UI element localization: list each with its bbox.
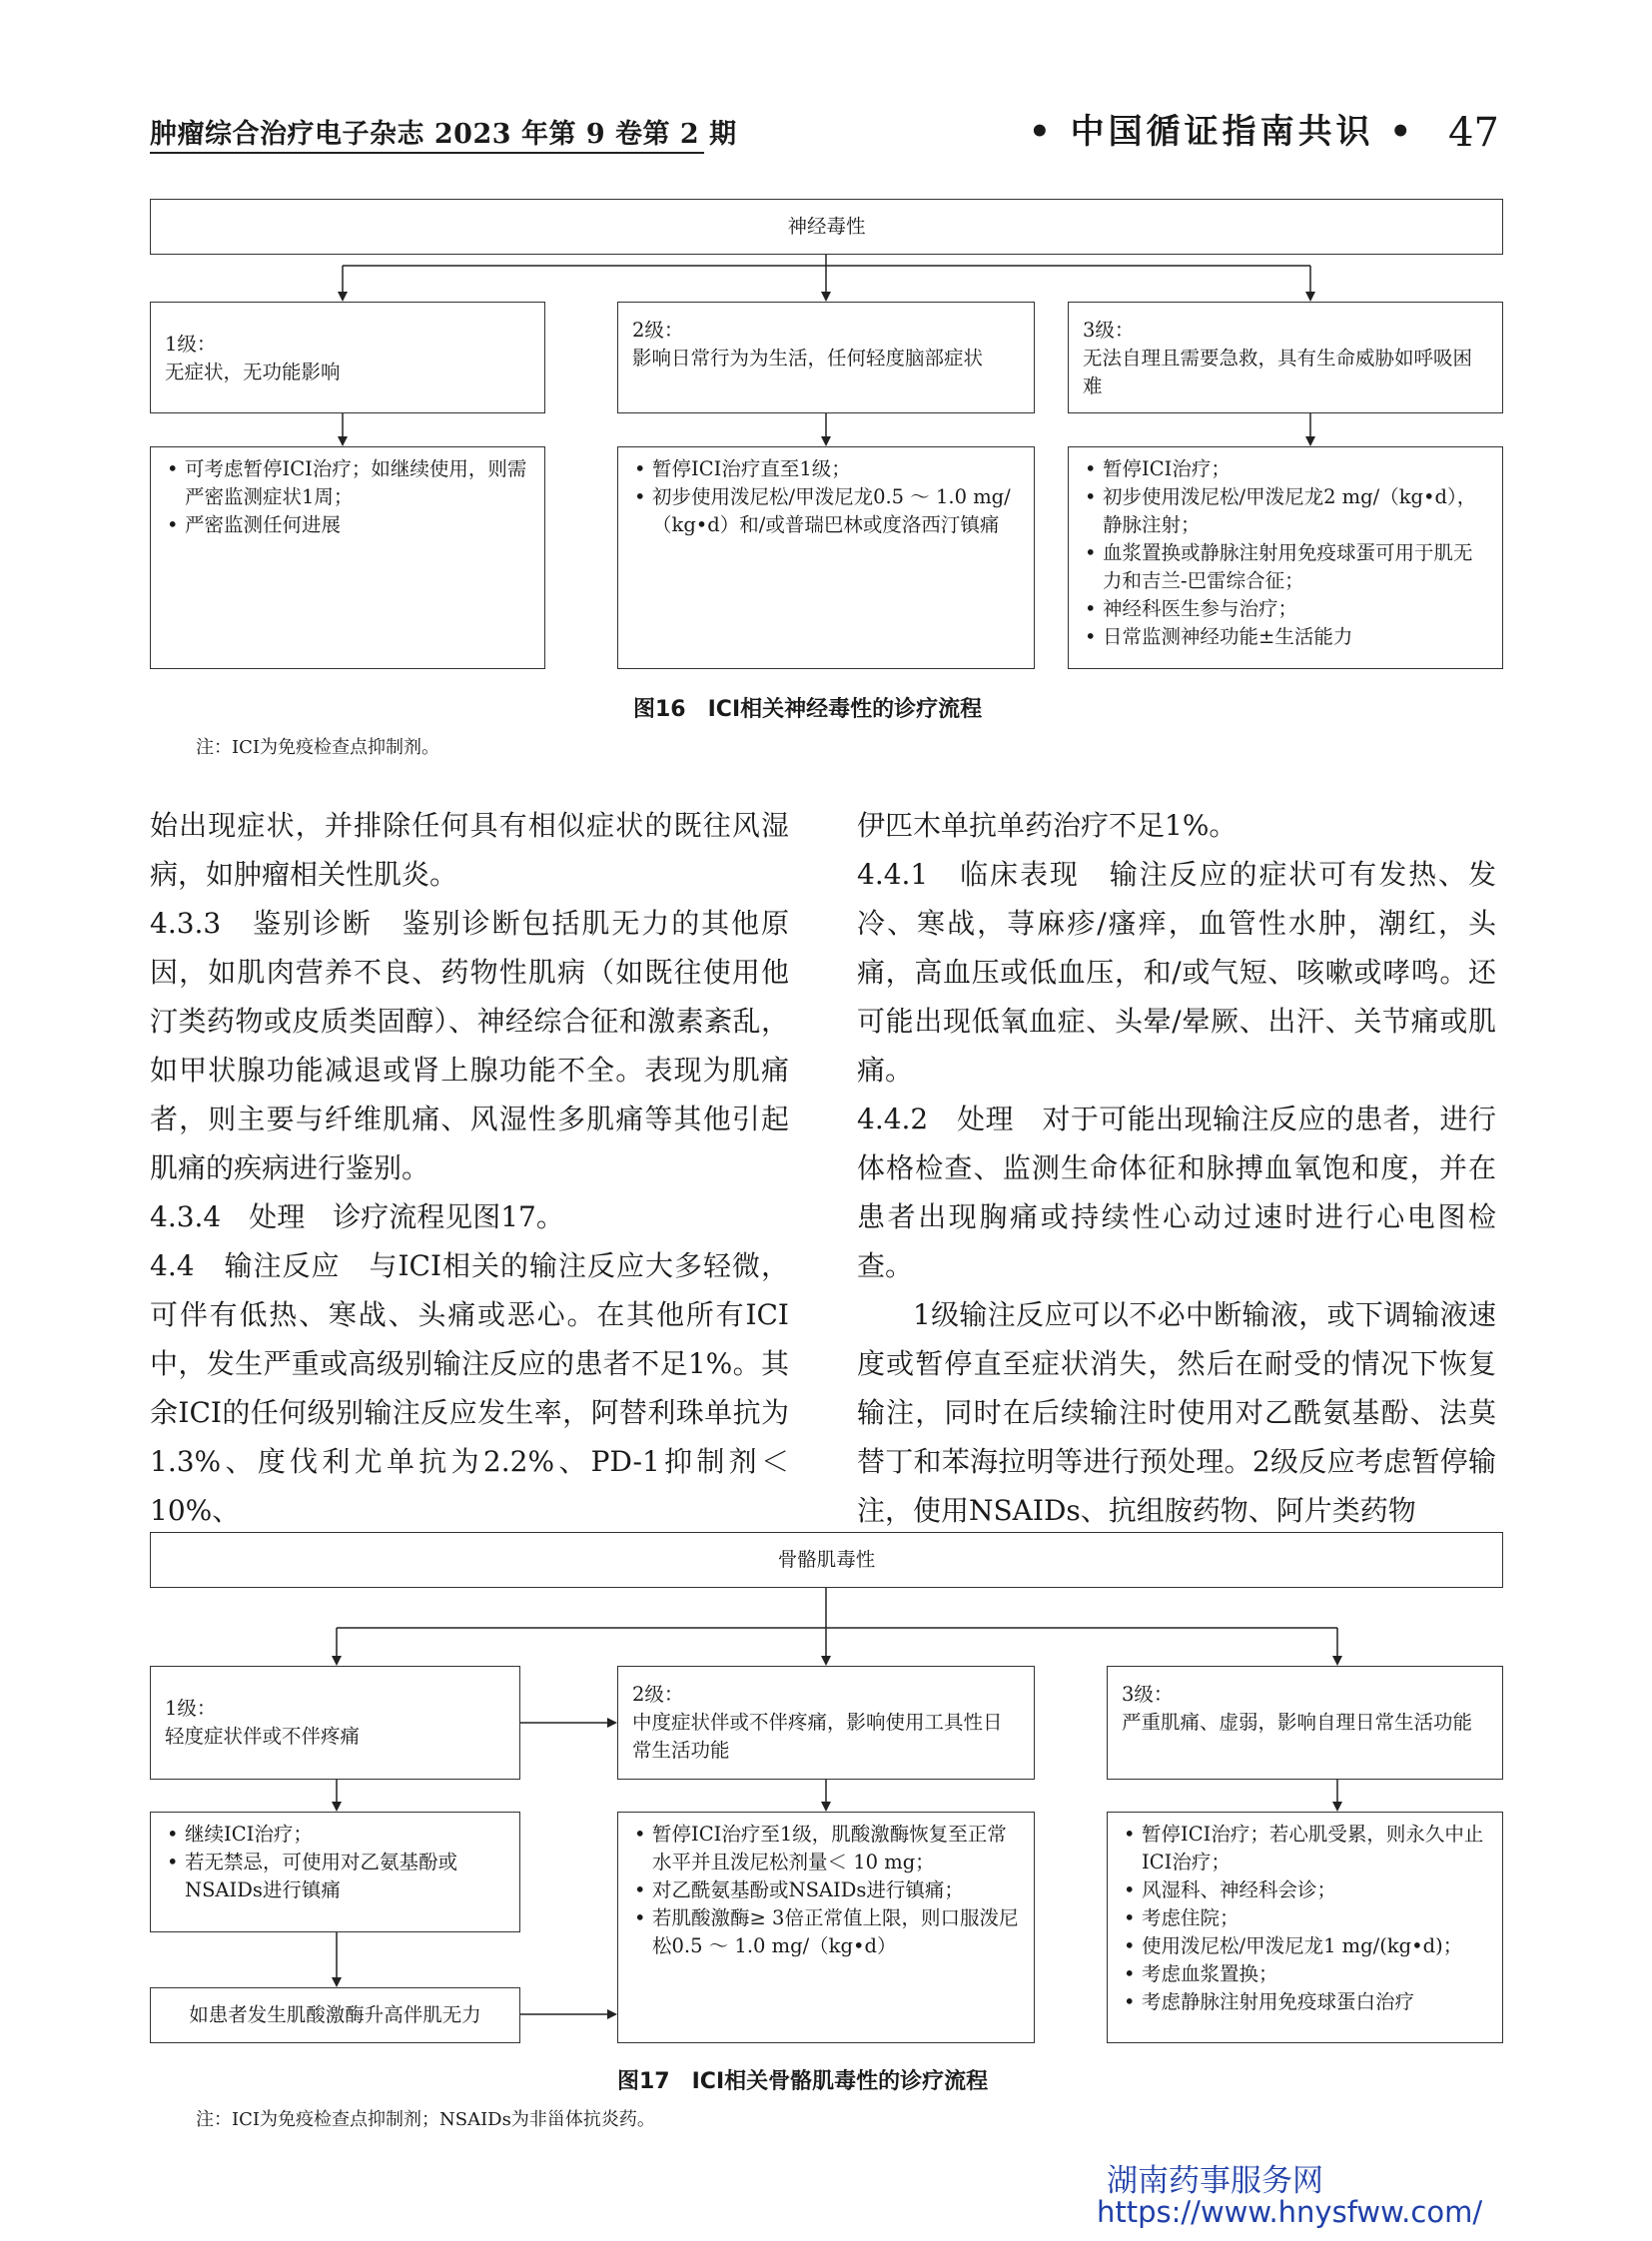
fig17-grade2-box: 2级： 中度症状伴或不伴疼痛，影响使用工具性日常生活功能 — [617, 1666, 1035, 1780]
section-title: • 中国循证指南共识 • — [1029, 112, 1416, 152]
list-item: • 暂停ICI治疗直至1级； — [632, 455, 1020, 483]
paragraph: 1级输注反应可以不必中断输液，或下调输液速度或暂停直至症状消失，然后在耐受的情况下恢复输注，同时在后续输注时使用对乙酰氨基酚、法莫替丁和苯海拉明等进行预处理。2级反应考虑暂停输注，使用NSAIDs、抗组胺药物、阿片类药物 — [857, 1298, 1496, 1527]
paragraph: 4.3.3 鉴别诊断 鉴别诊断包括肌无力的其他原因，如肌肉营养不良、药物性肌病（如既往使用他汀类药物或皮质类固醇）、神经综合征和激素紊乱，如甲状腺功能减退或肾上腺功能不全。表现为肌痛者，则主要与纤维肌痛、风湿性多肌痛等其他引起肌痛的疾病进行鉴别。 — [150, 907, 789, 1184]
paragraph: 4.4.2 处理 对于可能出现输注反应的患者，进行体格检查、监测生命体征和脉搏血氧饱和度，并在患者出现胸痛或持续性心动过速时进行心电图检查。 — [857, 1103, 1496, 1282]
fig17-grade1-box: 1级： 轻度症状伴或不伴疼痛 — [150, 1666, 520, 1780]
fig16-caption: 图16 ICI相关神经毒性的诊疗流程 — [633, 697, 983, 722]
list-item: • 初步使用泼尼松/甲泼尼龙0.5 ～ 1.0 mg/（kg•d）和/或普瑞巴林或度洛西汀镇痛 — [632, 483, 1020, 539]
list-item: • 初步使用泼尼松/甲泼尼龙2 mg/（kg•d），静脉注射； — [1083, 483, 1488, 539]
list-item: • 血浆置换或静脉注射用免疫球蛋可用于肌无力和吉兰-巴雷综合征； — [1083, 539, 1488, 595]
fig17-treatment1-box — [150, 1812, 520, 1932]
paragraph: 4.4.1 临床表现 输注反应的症状可有发热、发冷、寒战，荨麻疹/瘙痒，血管性水肿，潮红，头痛，高血压或低血压，和/或气短、咳嗽或哮鸣。还可能出现低氧血症、头晕/晕厥、出汗、关节痛或肌痛。 — [857, 858, 1496, 1087]
fig16-grade3-box: 3级： 无法自理且需要急救，具有生命威胁如呼吸困难 — [1068, 302, 1503, 413]
fig16-grade2-box: 2级： 影响日常行为为生活，任何轻度脑部症状 — [617, 302, 1035, 413]
fig16-treatment3-box — [1068, 446, 1503, 669]
fig16-title-box — [150, 199, 1503, 255]
fig17-title: 骨骼肌毒性 — [777, 1548, 876, 1571]
site-name-link[interactable]: 湖南药事服务网 — [1107, 2163, 1323, 2199]
fig17-treatment1b: 如患者发生肌酸激酶升高伴肌无力 — [189, 2003, 481, 2026]
fig17-grade3-box: 3级： 严重肌痛、虚弱，影响自理日常生活功能 — [1107, 1666, 1503, 1780]
fig16-treatment1-box — [150, 446, 545, 669]
fig16-title: 神经毒性 — [787, 215, 866, 238]
list-item: • 考虑血浆置换； — [1122, 1960, 1488, 1988]
paragraph: 伊匹木单抗单药治疗不足1%。 — [857, 809, 1238, 842]
list-item: • 使用泼尼松/甲泼尼龙1 mg/(kg•d)； — [1122, 1932, 1488, 1960]
fig16-treatment2-box — [617, 446, 1035, 669]
paragraph: 始出现症状，并排除任何具有相似症状的既往风湿病，如肿瘤相关性肌炎。 — [150, 809, 789, 891]
fig17-caption: 图17 ICI相关骨骼肌毒性的诊疗流程 — [617, 2069, 989, 2094]
list-item: • 继续ICI治疗； — [165, 1821, 505, 1849]
journal-title: 肿瘤综合治疗电子杂志 2023 年第 9 卷第 2 期 — [150, 119, 737, 150]
fig17-treatment3-box — [1107, 1812, 1503, 2043]
list-item: • 暂停ICI治疗；若心肌受累，则永久中止ICI治疗； — [1122, 1821, 1488, 1876]
list-item: • 神经科医生参与治疗； — [1083, 595, 1488, 623]
list-item: • 考虑住院； — [1122, 1904, 1488, 1932]
fig17-note: 注：ICI为免疫检查点抑制剂；NSAIDs为非甾体抗炎药。 — [196, 2109, 655, 2130]
list-item: • 暂停ICI治疗至1级，肌酸激酶恢复至正常水平并且泼尼松剂量＜ 10 mg； — [632, 1821, 1020, 1876]
page-number: 47 — [1448, 110, 1499, 156]
list-item: • 暂停ICI治疗； — [1083, 455, 1488, 483]
site-url-link[interactable]: https://www.hnysfww.com/ — [1097, 2195, 1483, 2229]
fig17-treatment1b-box — [150, 1987, 520, 2043]
list-item: • 风湿科、神经科会诊； — [1122, 1876, 1488, 1904]
fig16-grade1-box: 1级： 无症状，无功能影响 — [150, 302, 545, 413]
fig17-treatment2-box — [617, 1812, 1035, 2043]
list-item: • 对乙酰氨基酚或NSAIDs进行镇痛； — [632, 1876, 1020, 1904]
list-item: • 考虑静脉注射用免疫球蛋白治疗 — [1122, 1988, 1488, 2016]
paragraph: 4.3.4 处理 诊疗流程见图17。 — [150, 1200, 564, 1233]
body-right-column — [857, 801, 1496, 1535]
body-left-column — [150, 801, 789, 1535]
list-item: • 若肌酸激酶≥ 3倍正常值上限，则口服泼尼松0.5 ～ 1.0 mg/（kg•d） — [632, 1904, 1020, 1960]
fig16-note: 注：ICI为免疫检查点抑制剂。 — [196, 737, 439, 758]
header-rule — [150, 152, 704, 154]
list-item: • 可考虑暂停ICI治疗；如继续使用，则需严密监测症状1周； — [165, 455, 530, 511]
list-item: • 日常监测神经功能±生活能力 — [1083, 623, 1488, 651]
list-item: • 严密监测任何进展 — [165, 511, 530, 539]
list-item: • 若无禁忌，可使用对乙氨基酚或NSAIDs进行镇痛 — [165, 1849, 505, 1904]
paragraph: 4.4 输注反应 与ICI相关的输注反应大多轻微，可伴有低热、寒战、头痛或恶心。在其他所有ICI中，发生严重或高级别输注反应的患者不足1%。其余ICI的任何级别输注反应发生率，阿替利珠单抗为1.3%、度伐利尤单抗为2.2%、PD-1抑制剂＜ 10%、 — [150, 1249, 789, 1527]
fig17-title-box — [150, 1532, 1503, 1588]
